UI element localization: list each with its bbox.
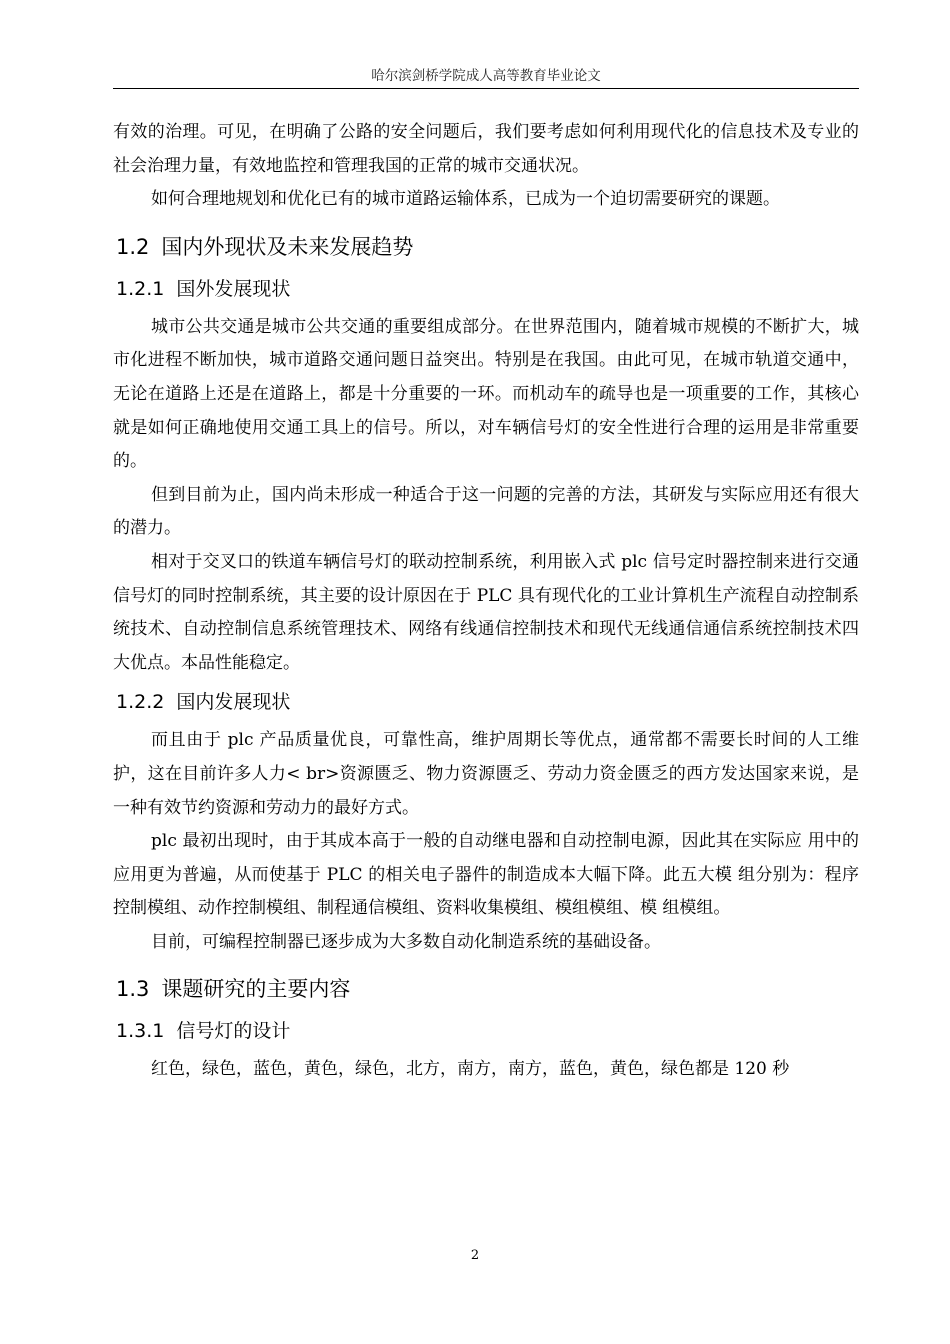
section-heading-1-2 <box>116 229 859 265</box>
subsection-title: 国内发展现状 <box>176 691 291 714</box>
section-number: 1.3 <box>116 977 150 1002</box>
subsection-number: 1.3.1 <box>116 1020 165 1043</box>
section-heading-1-3 <box>116 971 859 1007</box>
paragraph-signal-design: 红色，绿色，蓝色，黄色，绿色，北方，南方，南方，蓝色，黄色，绿色都是 120 秒 <box>151 1059 790 1080</box>
subsection-heading-1-3-1 <box>116 1015 859 1047</box>
paragraph-intro-continued: 有效的治理。可见，在明确了公路的安全问题后，我们要考虑如何利用现代化的信息技术及专业的社会治理力量，有效地监控和管理我国的正常的城市交通状况。 <box>113 122 859 176</box>
paragraph-domestic-status-2: plc 最初出现时，由于其成本高于一般的自动继电器和自动控制电源，因此其在实际应 用中的应用更为普遍，从而使基于 PLC 的相关电子器件的制造成本大幅下降。此五大模 组分别为：程序控制模组、动作控制模组、制程通信模组、资料收集模组、模组模组、模 组模组。 <box>113 831 859 919</box>
section-number: 1.2 <box>116 234 150 259</box>
page-number: 2 <box>470 1248 480 1263</box>
paragraph-foreign-status-3: 相对于交叉口的铁道车辆信号灯的联动控制系统，利用嵌入式 plc 信号定时器控制来进行交通信号灯的同时控制系统，其主要的设计原因在于 PLC 具有现代化的工业计算机生产流程自动控制系统技术、自动控制信息系统管理技术、网络有线通信控制技术和现代无线通信通信系统控制技术四大优点。本品性能稳定。 <box>113 551 859 673</box>
subsection-title: 国外发展现状 <box>176 277 291 300</box>
page-body <box>113 116 859 1087</box>
paragraph-foreign-status-2: 但到目前为止，国内尚未形成一种适合于这一问题的完善的方法，其研发与实际应用还有很大的潜力。 <box>113 484 859 539</box>
running-header: 哈尔滨剑桥学院成人高等教育毕业论文 <box>371 68 601 84</box>
paragraph-domestic-status-1: 而且由于 plc 产品质量优良，可靠性高，维护周期长等优点，通常都不需要长时间的人工维护，这在目前许多人力< br>资源匮乏、物力资源匮乏、劳动力资金匮乏的西方发达国家来说，是一种有效节约资源和劳动力的最好方式。 <box>113 730 859 818</box>
subsection-number: 1.2.1 <box>116 277 165 300</box>
header-rule <box>113 88 859 89</box>
subsection-number: 1.2.2 <box>116 691 165 714</box>
paragraph-domestic-status-3: 目前，可编程控制器已逐步成为大多数自动化制造系统的基础设备。 <box>151 931 661 952</box>
subsection-heading-1-2-2 <box>116 686 859 718</box>
paragraph-intro-2: 如何合理地规划和优化已有的城市道路运输体系，已成为一个迫切需要研究的课题。 <box>151 189 780 210</box>
section-title: 国内外现状及未来发展趋势 <box>161 234 414 259</box>
subsection-heading-1-2-1 <box>116 273 859 305</box>
paragraph-foreign-status-1: 城市公共交通是城市公共交通的重要组成部分。在世界范围内，随着城市规模的不断扩大，城市化进程不断加快，城市道路交通问题日益突出。特别是在我国。由此可见，在城市轨道交通中，无论在道路上还是在道路上，都是十分重要的一环。而机动车的疏导也是一项重要的工作，其核心就是如何正确地使用交通工具上的信号。所以，对车辆信号灯的安全性进行合理的运用是非常重要的。 <box>113 316 859 472</box>
subsection-title: 信号灯的设计 <box>176 1020 291 1043</box>
section-title: 课题研究的主要内容 <box>161 977 351 1002</box>
